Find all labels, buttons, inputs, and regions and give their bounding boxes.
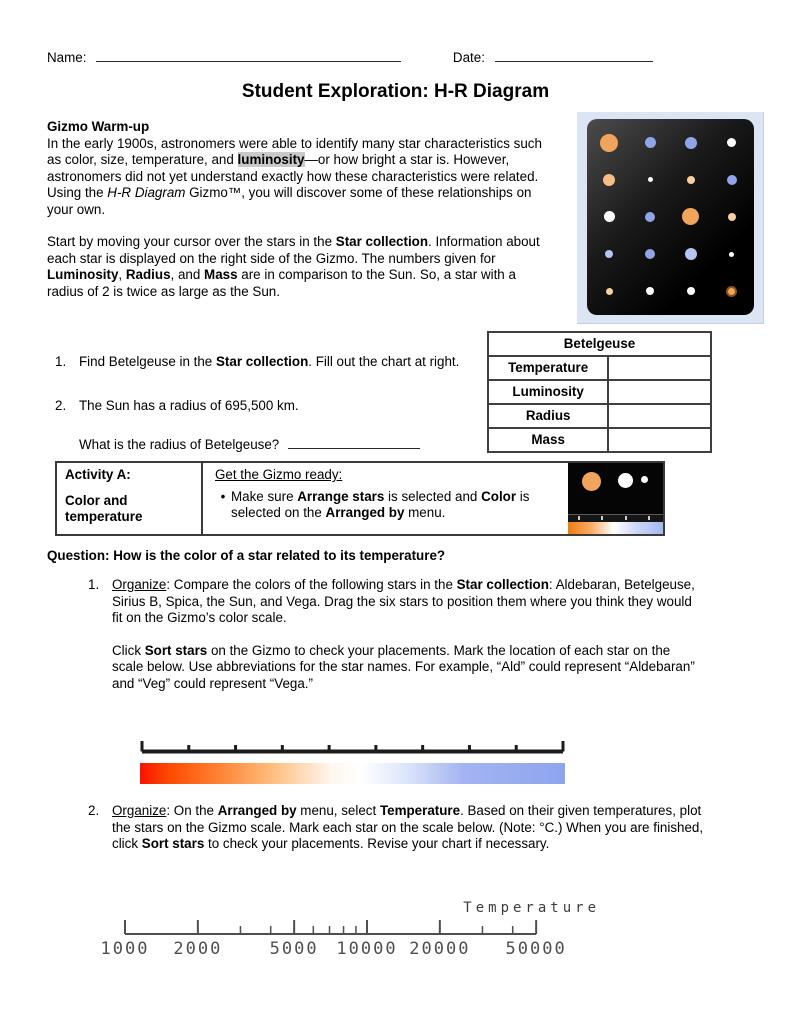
star-cell[interactable] (630, 273, 671, 310)
star-dot (646, 287, 654, 295)
row-label: Mass (488, 428, 608, 452)
star-cell[interactable] (589, 273, 630, 310)
item-1-paragraph-2: Click Sort stars on the Gizmo to check your placements. Mark the location of each star on the scale below. Use abbreviations for the star names. For example, “Ald” could represent “Aldebaran” and “Veg” could represent “Vega.” (112, 642, 695, 691)
item-1-body (112, 577, 700, 692)
star-cell[interactable] (589, 161, 630, 198)
star-dot (606, 288, 613, 295)
star-collection-image (577, 112, 764, 324)
item-2-number: 2. (88, 803, 100, 818)
star-cell[interactable] (711, 124, 752, 161)
star-dot (648, 177, 653, 182)
star-dot (618, 473, 633, 488)
gizmo-ready-heading: Get the Gizmo ready: (215, 467, 343, 482)
name-blank[interactable] (96, 48, 401, 62)
betelgeuse-table-head (488, 332, 711, 356)
activity-subtitle: Color and temperature (65, 492, 143, 524)
star-cell[interactable] (711, 198, 752, 235)
warmup-heading: Gizmo Warm-up (47, 119, 150, 134)
question-1 (55, 354, 695, 371)
question-1-number: 1. (55, 354, 67, 369)
color-scale-gradient (140, 763, 565, 784)
axis-tick-label: 1000 (100, 939, 150, 959)
row-label: Temperature (488, 356, 608, 380)
axis-title: Temperature (463, 900, 600, 916)
mini-star-field (568, 463, 663, 514)
activity-title: Activity A: (65, 467, 131, 482)
mini-tick-strip (568, 514, 663, 522)
item-1-paragraph-1: Organize: Compare the colors of the following stars in the Star collection: Aldebaran, Betelgeuse, Sirius B, Spica, the Sun, and Vega. Drag the six stars to position them where you think they would fit on the Gizmo’s color scale. (112, 577, 695, 625)
table-row (488, 428, 711, 452)
mini-gradient (568, 522, 663, 534)
star-cell[interactable] (630, 161, 671, 198)
star-dot (687, 287, 695, 295)
date-label: Date: (452, 50, 485, 65)
star-cell[interactable] (589, 198, 630, 235)
row-label: Radius (488, 404, 608, 428)
star-dot (685, 248, 697, 260)
axis-tick-label: 10000 (336, 939, 398, 959)
star-dot (685, 137, 697, 149)
name-label: Name: (47, 50, 87, 65)
axis-tick-label: 50000 (505, 939, 567, 959)
row-value-cell[interactable] (608, 428, 711, 452)
star-cell[interactable] (671, 198, 712, 235)
star-dot (727, 175, 737, 185)
activity-a-box (55, 461, 665, 536)
star-dot (641, 476, 648, 483)
star-cell[interactable] (671, 124, 712, 161)
color-scale (140, 738, 568, 784)
table-title: Betelgeuse (488, 332, 711, 356)
star-collection-grid (587, 119, 754, 315)
question-2 (55, 398, 695, 415)
star-cell[interactable] (671, 236, 712, 273)
row-label: Luminosity (488, 380, 608, 404)
organize-item-1 (88, 577, 700, 692)
question-2-number: 2. (55, 398, 67, 413)
star-dot (605, 250, 613, 258)
gizmo-thumbnail (568, 463, 663, 534)
star-cell[interactable] (711, 273, 752, 310)
star-cell[interactable] (630, 236, 671, 273)
question-2-followup (79, 435, 420, 454)
warmup-paragraph-1: In the early 1900s, astronomers were able to identify many star characteristics such as color, size, temperature, and luminosity—or how bright a star is. However, astronomers did not yet understand exactly how these characteristics were related. Using the H-R Diagram Gizmo™, you will discover some of these relationships on your own. (47, 135, 542, 217)
page-title: Student Exploration: H-R Diagram (241, 81, 550, 102)
axis-tick-label: 20000 (409, 939, 471, 959)
organize-item-2 (88, 803, 704, 853)
bullet-icon: • (220, 488, 226, 504)
star-dot (604, 211, 615, 222)
gizmo-ready-bullet (215, 489, 558, 522)
section-question-heading: Question: How is the color of a star related to its temperature? (47, 548, 446, 563)
color-scale-ruler (140, 738, 568, 754)
star-dot (682, 208, 699, 225)
warmup-section (47, 119, 552, 300)
star-dot (729, 252, 734, 257)
star-cell[interactable] (589, 236, 630, 273)
answer-blank[interactable] (288, 435, 420, 449)
star-dot (728, 213, 736, 221)
question-2-followup-text: What is the radius of Betelgeuse? (79, 437, 280, 452)
star-cell[interactable] (711, 161, 752, 198)
star-cell[interactable] (589, 124, 630, 161)
table-header-row (488, 332, 711, 356)
activity-label-cell (57, 463, 203, 534)
betelgeuse-table (487, 331, 712, 453)
star-dot (645, 212, 655, 222)
star-dot (687, 176, 695, 184)
star-dot (728, 288, 735, 295)
star-cell[interactable] (630, 198, 671, 235)
axis-tick-label: 2000 (173, 939, 223, 959)
item-2-paragraph-1: Organize: On the Arranged by menu, select Temperature. Based on their given temperatures, plot the stars on the Gizmo scale. Mark each star on the scale below. (Note: °C.) When you are finished, click Sort stars to check your placements. Revise your chart if necessary. (112, 803, 704, 851)
star-cell[interactable] (630, 124, 671, 161)
star-dot (603, 174, 615, 186)
axis-tick-label: 5000 (269, 939, 319, 959)
question-1-text: Find Betelgeuse in the Star collection. Fill out the chart at right. (79, 354, 460, 369)
star-cell[interactable] (671, 273, 712, 310)
star-cell[interactable] (711, 236, 752, 273)
star-cell[interactable] (671, 161, 712, 198)
star-dot (582, 472, 601, 491)
bullet-text: Make sure Arrange stars is selected and Color is selected on the Arranged by menu. (231, 488, 530, 520)
header-row (47, 48, 747, 67)
warmup-paragraph-2: Start by moving your cursor over the stars in the Star collection. Information about each star is displayed on the right side of the Gizmo. The numbers given for Luminosity, Radius, and Mass are in comparison to the Sun. So, a star with a radius of 2 is twice as large as the Sun. (47, 234, 540, 299)
star-dot (600, 134, 618, 152)
item-2-body (112, 803, 704, 853)
activity-instructions-cell (203, 463, 568, 534)
star-dot (645, 249, 655, 259)
star-dot (727, 138, 736, 147)
question-2-text: The Sun has a radius of 695,500 km. (79, 398, 299, 413)
item-1-number: 1. (88, 577, 100, 592)
temperature-axis (95, 896, 615, 962)
date-blank[interactable] (495, 48, 653, 62)
star-dot (645, 137, 656, 148)
